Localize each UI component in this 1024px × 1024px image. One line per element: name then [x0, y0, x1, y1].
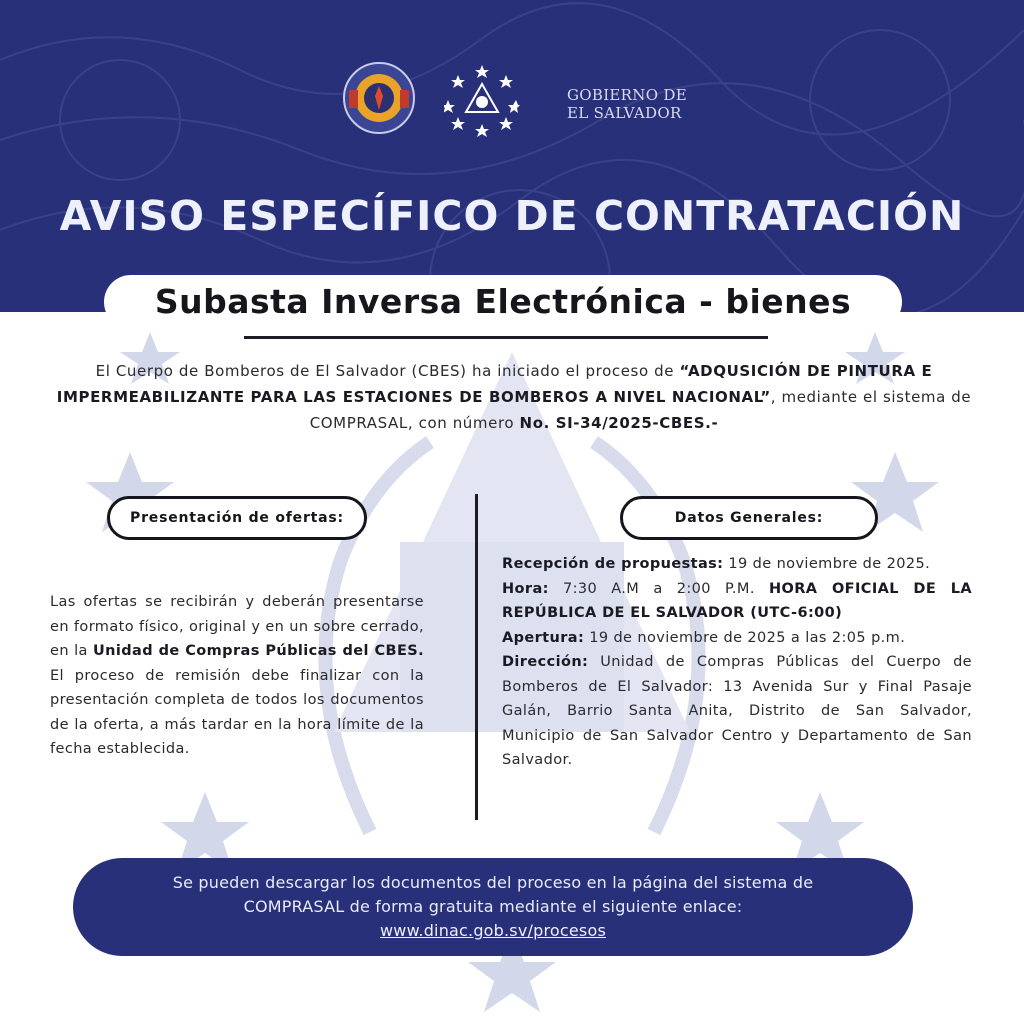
- address-line: [502, 650, 972, 773]
- header-background-pattern: [0, 0, 1024, 312]
- reception-value: 19 de noviembre de 2025.: [723, 556, 931, 572]
- offers-section-heading: Presentación de ofertas:: [107, 496, 367, 540]
- hour-line: [502, 577, 972, 626]
- subtitle-underline: [244, 336, 768, 339]
- hour-value: 7:30 A.M a 2:00 P.M.: [548, 580, 769, 597]
- hour-label: Hora:: [502, 580, 549, 597]
- download-info-line-1: Se pueden descargar los documentos del proceso en la página del sistema de: [172, 873, 814, 892]
- cbes-emblem-icon: [343, 62, 415, 134]
- download-link[interactable]: www.dinac.gob.sv/procesos: [380, 921, 606, 940]
- government-logotype-line-1: GOBIERNO DE: [567, 86, 687, 104]
- address-label: Dirección:: [502, 654, 589, 670]
- intro-text-1: El Cuerpo de Bomberos de El Salvador (CBES) ha iniciado el proceso de: [95, 362, 680, 380]
- offers-section-body: [50, 590, 424, 762]
- page-title: AVISO ESPECÍFICO DE CONTRATACIÓN: [59, 192, 965, 240]
- opening-label: Apertura:: [502, 629, 585, 646]
- general-data-section-heading: Datos Generales:: [620, 496, 878, 540]
- opening-line: [502, 626, 972, 651]
- address-value: Unidad de Compras Públicas del Cuerpo de Bomberos de El Salvador: 13 Avenida Sur y Final Pasaje Galán, Barrio Santa Anita, Distrito de San Salvador, Municipio de San Salvador Centro y Departamento de San Salvador.: [502, 654, 972, 768]
- government-logotype-line-2: EL SALVADOR: [567, 104, 682, 122]
- national-seal-icon: [444, 62, 520, 138]
- offers-text-2: El proceso de remisión debe finalizar con la presentación completa de todos los documentos de la oferta, a más tardar en la hora límite de la fecha establecida.: [50, 667, 424, 757]
- procurement-object: “ADQUSICIÓN DE PINTURA E IMPERMEABILIZANTE PARA LAS ESTACIONES DE BOMBEROS A NIVEL NACIONAL”: [56, 362, 933, 406]
- header-banner: [0, 0, 1024, 312]
- intro-paragraph: [36, 358, 992, 436]
- subtitle-pill: Subasta Inversa Electrónica - bienes: [104, 275, 902, 329]
- download-info-line-2: COMPRASAL de forma gratuita mediante el siguiente enlace:: [243, 897, 743, 916]
- offers-text-1: Las ofertas se recibirán y deberán presentarse en formato físico, original y en un sobre cerrado, en la: [50, 594, 424, 659]
- column-divider: [475, 494, 478, 820]
- reception-label: Recepción de propuestas:: [502, 556, 724, 572]
- process-number: No. SI-34/2025-CBES.-: [519, 414, 719, 432]
- opening-value: 19 de noviembre de 2025 a las 2:05 p.m.: [584, 629, 906, 646]
- general-data-section-body: [502, 552, 972, 773]
- government-logotype: [567, 86, 727, 122]
- reception-line: [502, 552, 972, 577]
- offers-unit-bold: Unidad de Compras Públicas del CBES.: [93, 643, 424, 659]
- intro-text-2: , mediante el sistema de COMPRASAL, con número: [309, 388, 972, 432]
- download-info-banner: [73, 858, 913, 956]
- official-time-note: HORA OFICIAL DE LA REPÚBLICA DE EL SALVADOR (UTC-6:00): [502, 580, 972, 621]
